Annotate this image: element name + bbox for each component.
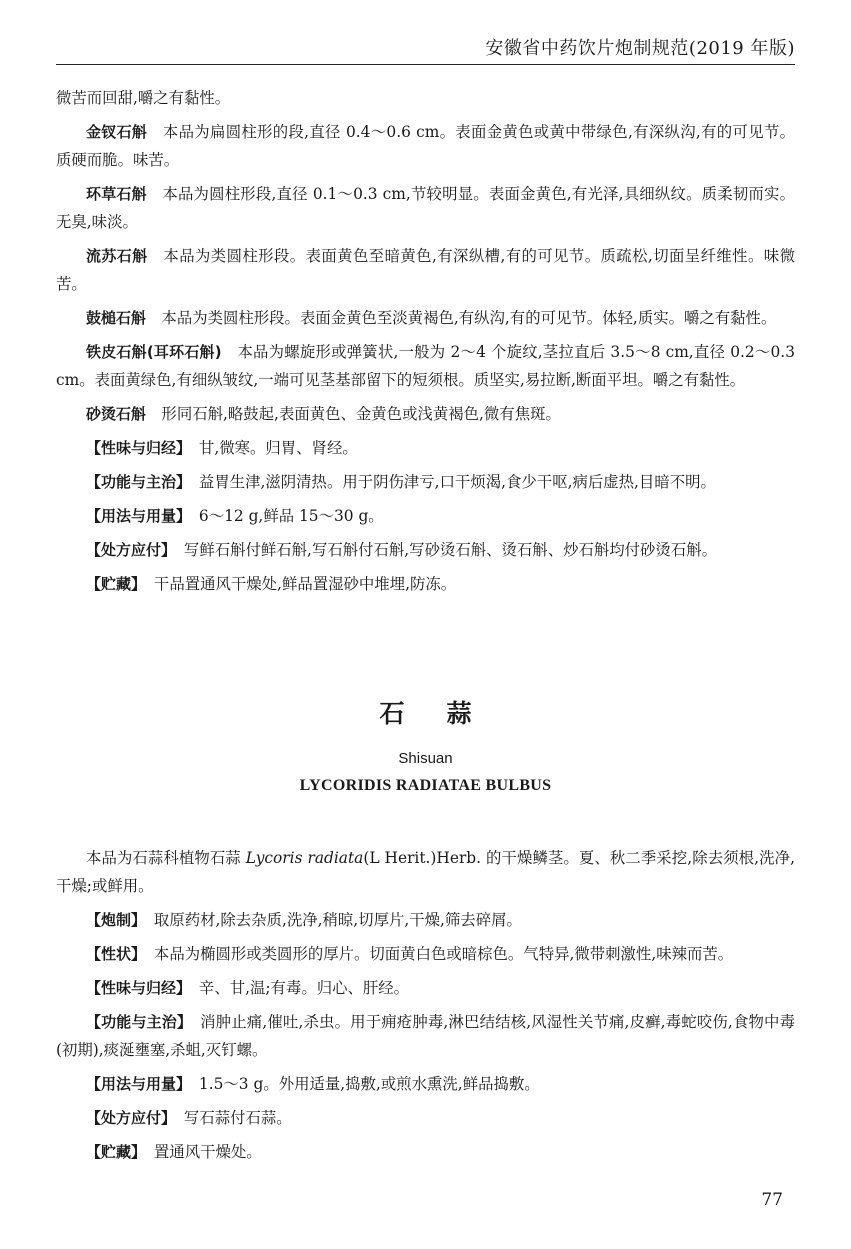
entry-term: 环草石斛 bbox=[86, 185, 147, 203]
shisuan-monograph bbox=[56, 844, 795, 1172]
prop-paragraph bbox=[56, 434, 795, 462]
prop-label: 【处方应付】 bbox=[86, 1109, 169, 1127]
prop-label: 【性味与归经】 bbox=[86, 439, 184, 457]
prop-text: 益胃生津,滋阴清热。用于阴伤津亏,口干烦渴,食少干呕,病后虚热,目暗不明。 bbox=[198, 473, 716, 491]
intro-text: 本品为石蒜科植物石蒜 bbox=[86, 849, 246, 867]
prop-label: 【功能与主治】 bbox=[86, 473, 184, 491]
header-rule bbox=[56, 64, 795, 65]
monograph-latin-name: LYCORIDIS RADIATAE BULBUS bbox=[299, 777, 552, 794]
prop-text: 消肿止痛,催吐,杀虫。用于痈疮肿毒,淋巴结结核,风湿性关节痛,皮癣,毒蛇咬伤,食物中毒(初期),痰涎壅塞,杀蛆,灭钉螺。 bbox=[56, 1013, 795, 1059]
entry-paragraph bbox=[56, 118, 795, 174]
entry-paragraph bbox=[56, 400, 795, 428]
prop-paragraph bbox=[56, 906, 795, 934]
entry-text: 本品为螺旋形或弹簧状,一般为 2～4 个旋纹,茎拉直后 3.5～8 cm,直径 0.2～0.3 cm。表面黄绿色,有细纵皱纹,一端可见茎基部留下的短须根。质坚实,易拉断,断面平坦。嚼之有黏性。 bbox=[56, 343, 795, 389]
entry-term: 金钗石斛 bbox=[86, 123, 148, 141]
prop-text: 辛、甘,温;有毒。归心、肝经。 bbox=[198, 979, 410, 997]
entry-text: 本品为类圆柱形段。表面黄色至暗黄色,有深纵槽,有的可见节。质疏松,切面呈纤维性。味微苦。 bbox=[56, 247, 795, 293]
shihu-continuation bbox=[56, 84, 795, 604]
prop-label: 【用法与用量】 bbox=[86, 1075, 184, 1093]
entry-text: 形同石斛,略鼓起,表面黄色、金黄色或浅黄褐色,微有焦斑。 bbox=[161, 405, 561, 423]
monograph-pinyin: Shisuan bbox=[398, 750, 453, 767]
header-title: 安徽省中药饮片炮制规范(2019 年版) bbox=[485, 38, 795, 59]
entry-term: 流苏石斛 bbox=[86, 247, 148, 265]
continuation-text: 微苦而回甜,嚼之有黏性。 bbox=[56, 89, 231, 107]
prop-text: 甘,微寒。归胃、肾经。 bbox=[198, 439, 358, 457]
prop-text: 写石蒜付石蒜。 bbox=[183, 1109, 292, 1127]
entry-paragraph bbox=[56, 304, 795, 332]
monograph-title-block bbox=[0, 694, 851, 795]
prop-paragraph bbox=[56, 570, 795, 598]
prop-label: 【性状】 bbox=[86, 945, 139, 963]
prop-paragraph bbox=[56, 1008, 795, 1064]
species-name: Lycoris radiata bbox=[245, 849, 364, 867]
prop-text: 干品置通风干燥处,鲜品置湿砂中堆埋,防冻。 bbox=[153, 575, 457, 593]
prop-paragraph bbox=[56, 502, 795, 530]
entry-paragraph bbox=[56, 338, 795, 394]
intro-text: (L Herit.)Herb. 的干燥鳞茎。夏、秋二季采挖,除去须根,洗净,干燥;或鲜用。 bbox=[56, 849, 795, 895]
entry-term: 鼓槌石斛 bbox=[86, 309, 147, 327]
entry-term: 砂烫石斛 bbox=[86, 405, 147, 423]
prop-paragraph bbox=[56, 1070, 795, 1098]
prop-label: 【处方应付】 bbox=[86, 541, 169, 559]
monograph-intro bbox=[56, 844, 795, 900]
prop-text: 写鲜石斛付鲜石斛,写石斛付石斛,写砂烫石斛、烫石斛、炒石斛均付砂烫石斛。 bbox=[183, 541, 717, 559]
entry-text: 本品为圆柱形段,直径 0.1～0.3 cm,节较明显。表面金黄色,有光泽,具细纵纹。质柔韧而实。无臭,味淡。 bbox=[56, 185, 795, 231]
page-header bbox=[56, 30, 795, 66]
prop-label: 【用法与用量】 bbox=[86, 507, 184, 525]
prop-paragraph bbox=[56, 974, 795, 1002]
prop-label: 【贮藏】 bbox=[86, 1143, 139, 1161]
monograph-title: 石蒜 bbox=[379, 699, 514, 728]
prop-text: 取原药材,除去杂质,洗净,稍晾,切厚片,干燥,筛去碎屑。 bbox=[153, 911, 522, 929]
entry-paragraph bbox=[56, 180, 795, 236]
prop-label: 【性味与归经】 bbox=[86, 979, 184, 997]
prop-paragraph bbox=[56, 536, 795, 564]
prop-text: 1.5～3 g。外用适量,捣敷,或煎水熏洗,鲜品捣敷。 bbox=[198, 1075, 540, 1093]
prop-text: 6～12 g,鲜品 15～30 g。 bbox=[198, 507, 384, 525]
prop-text: 置通风干燥处。 bbox=[153, 1143, 262, 1161]
entry-paragraph bbox=[56, 242, 795, 298]
prop-label: 【功能与主治】 bbox=[86, 1013, 185, 1031]
prop-paragraph bbox=[56, 468, 795, 496]
entry-text: 本品为类圆柱形段。表面金黄色至淡黄褐色,有纵沟,有的可见节。体轻,质实。嚼之有黏性。 bbox=[161, 309, 777, 327]
entry-text: 本品为扁圆柱形的段,直径 0.4～0.6 cm。表面金黄色或黄中带绿色,有深纵沟,有的可见节。质硬而脆。味苦。 bbox=[56, 123, 795, 169]
prop-paragraph bbox=[56, 940, 795, 968]
entry-term: 铁皮石斛(耳环石斛) bbox=[86, 343, 222, 361]
prop-text: 本品为椭圆形或类圆形的厚片。切面黄白色或暗棕色。气特异,微带刺激性,味辣而苦。 bbox=[153, 945, 734, 963]
prop-label: 【贮藏】 bbox=[86, 575, 139, 593]
page-number: 77 bbox=[761, 1190, 783, 1210]
prop-paragraph bbox=[56, 1138, 795, 1166]
prop-label: 【炮制】 bbox=[86, 911, 139, 929]
prop-paragraph bbox=[56, 1104, 795, 1132]
